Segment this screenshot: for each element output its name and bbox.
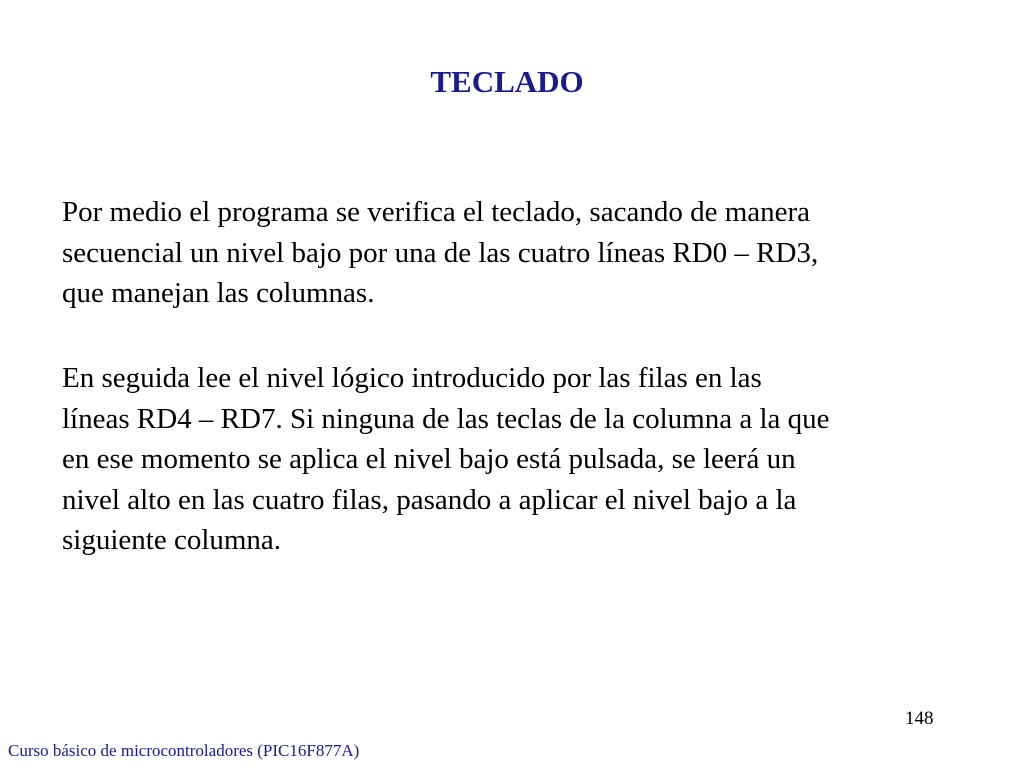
paragraph-line: Por medio el programa se verifica el teclado, sacando de manera [62,196,811,228]
paragraph-2 [62,358,992,561]
paragraph-line: nivel alto en las cuatro filas, pasando a aplicar el nivel bajo a la [62,483,797,516]
paragraph-line: En seguida lee el nivel lógico introducido por las filas en las [62,362,762,394]
paragraph-line: siguiente columna. [62,524,282,556]
footer-course-title: Curso básico de microcontroladores (PIC16F877A) [8,741,360,760]
paragraph-line: secuencial un nivel bajo por una de las cuatro líneas RD0 – RD3, [62,236,819,269]
paragraph-line: que manejan las columnas. [62,277,375,309]
paragraph-1 [62,192,992,314]
paragraph-line: líneas RD4 – RD7. Si ninguna de las teclas de la columna a la que [62,402,830,435]
paragraph-line: en ese momento se aplica el nivel bajo está pulsada, se leerá un [62,443,796,475]
page-number: 148 [905,708,934,729]
slide-title: TECLADO [430,64,584,99]
